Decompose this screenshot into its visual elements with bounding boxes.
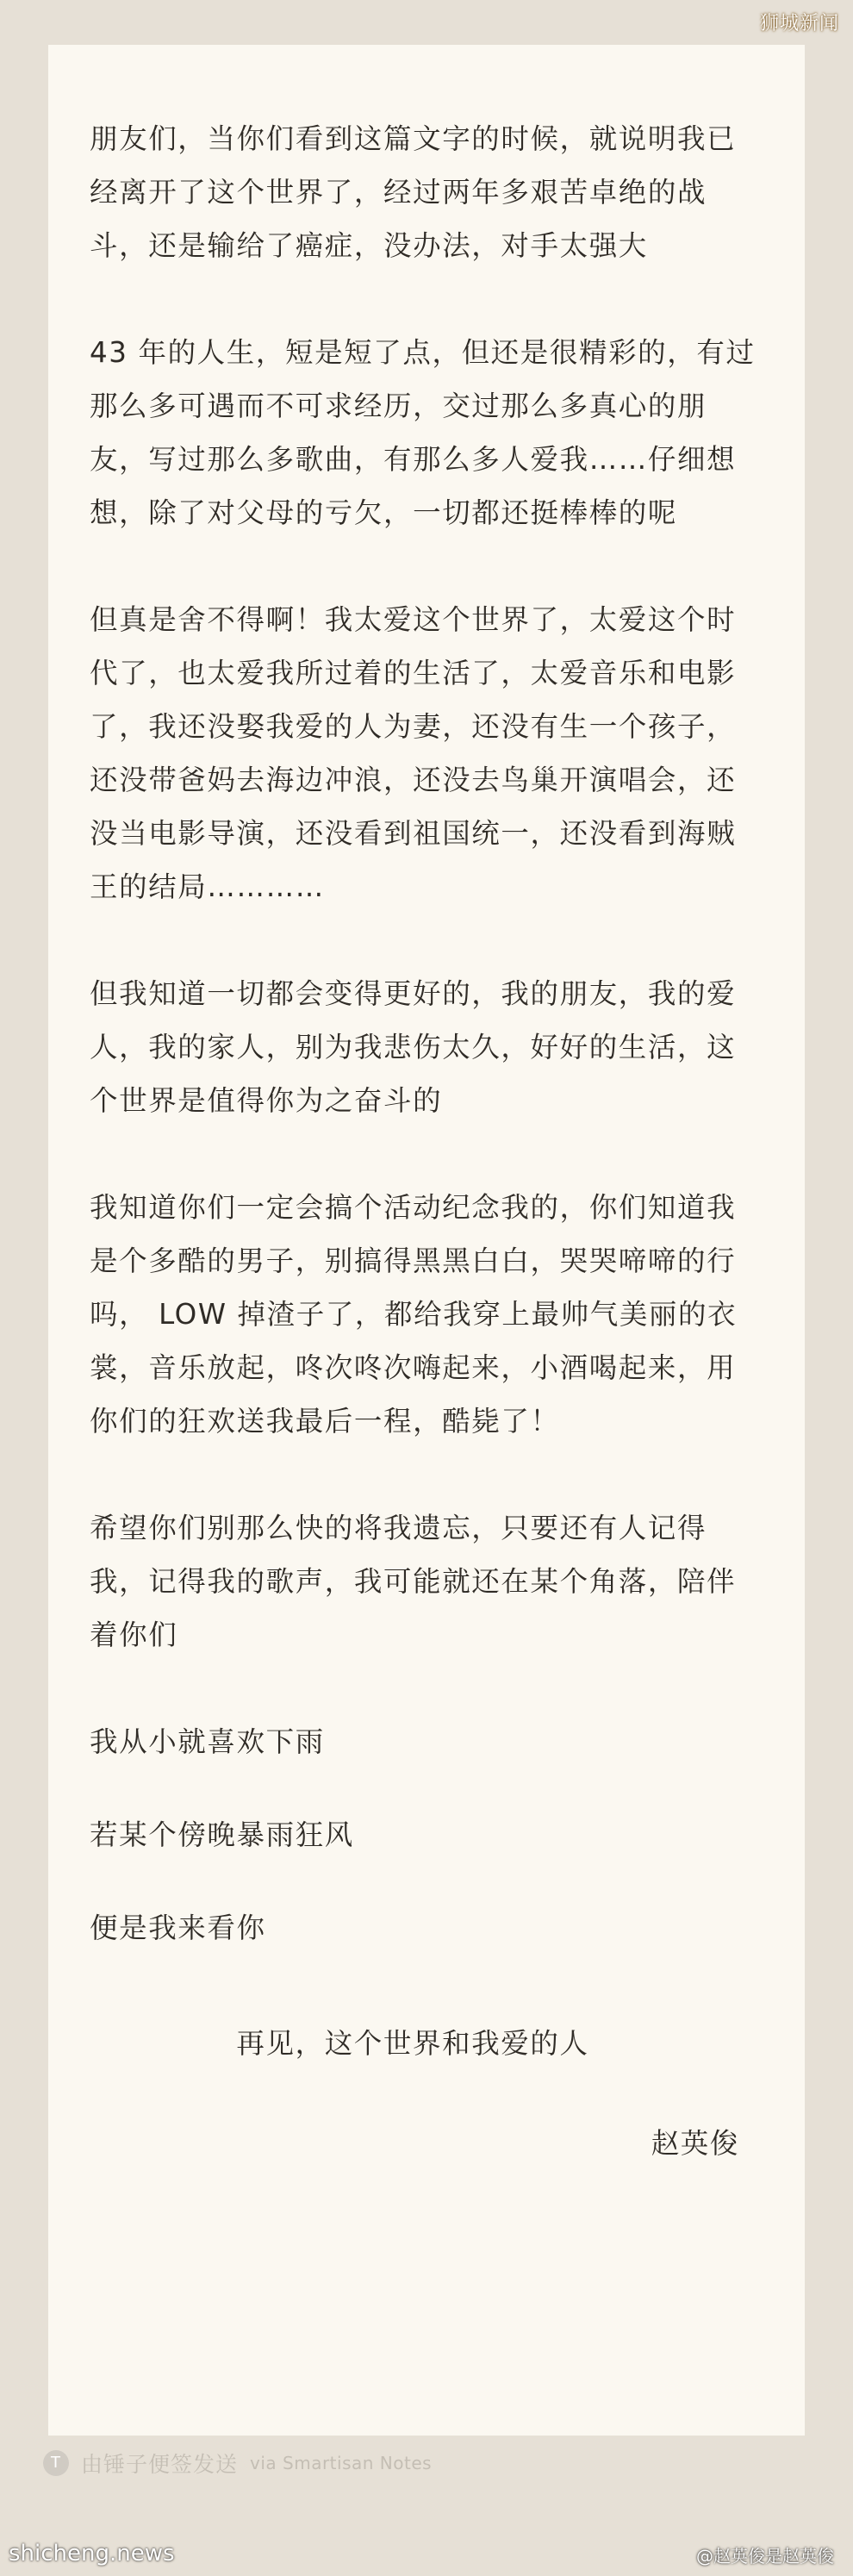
paragraph-3: 但真是舍不得啊！我太爱这个世界了，太爱这个时代了，也太爱我所过着的生活了，太爱音乐和电影了，我还没娶我爱的人为妻，还没有生一个孩子，还没带爸妈去海边冲浪，还没去鸟巢开演唱会，还没当电影导演，还没看到祖国统一，还没看到海贼王的结局………… (90, 603, 737, 903)
footer-sent-from: 由锤子便签发送 (81, 2452, 239, 2477)
weibo-watermark: @赵英俊是赵英俊 (696, 2546, 834, 2567)
footer-via: via Smartisan Notes (250, 2453, 433, 2473)
short-line-2: 若某个傍晚暴雨狂风 (90, 1818, 354, 1851)
paragraph-2: 43 年的人生，短是短了点，但还是很精彩的，有过那么多可遇而不可求经历，交过那么多真心的朋友，写过那么多歌曲，有那么多人爱我……仔细想想，除了对父母的亏欠，一切都还挺棒棒的呢 (90, 336, 756, 529)
paragraph-4: 但我知道一切都会变得更好的，我的朋友，我的爱人，我的家人，别为我悲伤太久，好好的生活，这个世界是值得你为之奋斗的 (90, 977, 737, 1117)
paragraph-1: 朋友们，当你们看到这篇文字的时候，就说明我已经离开了这个世界了，经过两年多艰苦卓绝的战斗，还是输给了癌症，没办法，对手太强大 (90, 122, 737, 262)
short-line-3: 便是我来看你 (90, 1912, 266, 1944)
smartisan-icon: T (43, 2450, 69, 2476)
goodbye-line: 再见，这个世界和我爱的人 (236, 2027, 589, 2060)
brand-watermark: 狮城新闻 (759, 13, 839, 34)
site-watermark: shicheng.news (9, 2541, 175, 2567)
short-line-1: 我从小就喜欢下雨 (90, 1725, 325, 1758)
paragraph-5: 我知道你们一定会搞个活动纪念我的，你们知道我是个多酷的男子，别搞得黑黑白白，哭哭啼啼的行吗， LOW 掉渣子了，都给我穿上最帅气美丽的衣裳，音乐放起，咚次咚次嗨起来，小酒喝起来，用你们的狂欢送我最后一程，酷毙了！ (90, 1191, 738, 1438)
paragraph-6: 希望你们别那么快的将我遗忘，只要还有人记得我，记得我的歌声，我可能就还在某个角落，陪伴着你们 (90, 1512, 737, 1651)
app-footer (43, 2448, 432, 2479)
signature: 赵英俊 (651, 2127, 739, 2160)
note-content (90, 112, 762, 2170)
